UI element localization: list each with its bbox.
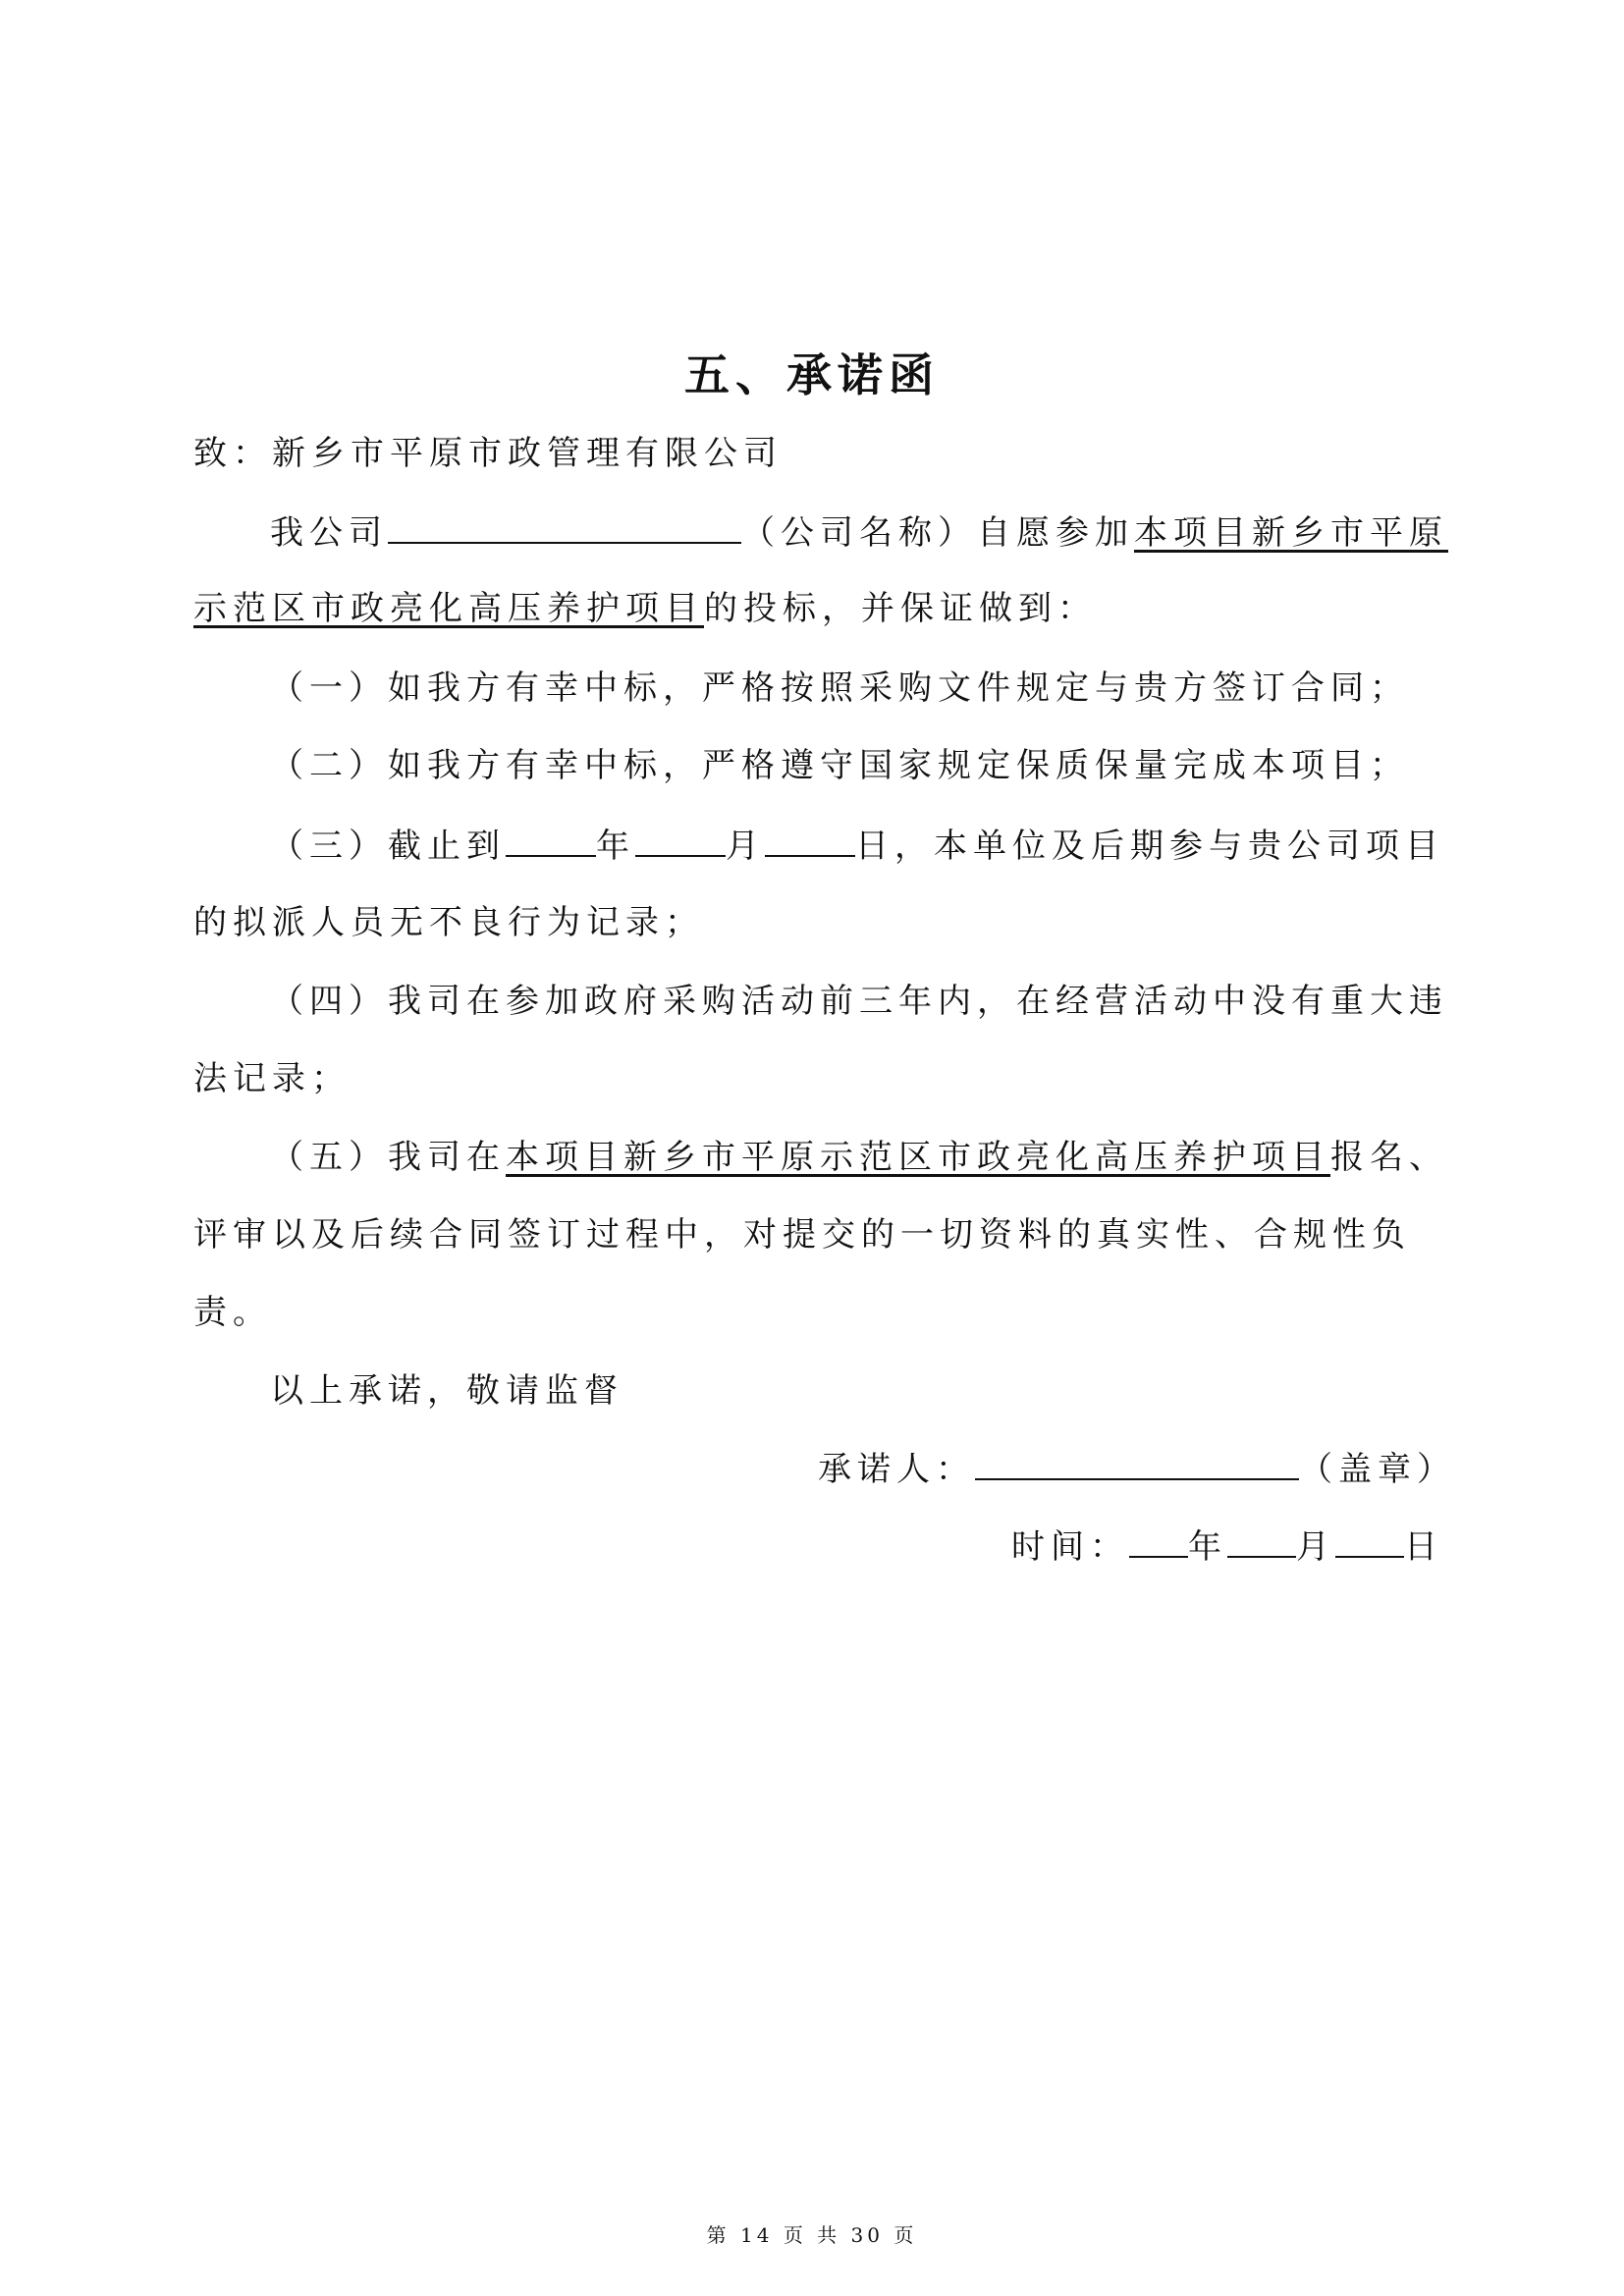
page-title: 五、承诺函 <box>684 348 940 401</box>
item-5-line-2: 评审以及后续合同签订过程中，对提交的一切资料的真实性、合规性负 <box>193 1215 1411 1255</box>
intro-prefix: 我公司 <box>270 513 388 553</box>
item-3-day-blank[interactable] <box>765 822 855 857</box>
item-5-prefix: （五）我司在 <box>270 1138 506 1177</box>
intro-line-1 <box>270 508 1448 557</box>
item-3-line-2: 的拟派人员无不良行为记录； <box>193 903 704 942</box>
item-3-month-blank[interactable] <box>635 822 726 857</box>
item-5-line-3: 责。 <box>193 1293 272 1332</box>
date-label: 时间： <box>1011 1527 1129 1567</box>
project-name-part1: 本项目新乡市平原 <box>1134 513 1448 553</box>
date-year-blank[interactable] <box>1129 1522 1188 1558</box>
item-5-line-1 <box>270 1134 1448 1181</box>
date-line <box>1011 1522 1443 1571</box>
item-3-day: 日，本单位及后期参与贵公司项目 <box>855 827 1444 866</box>
item-3-year: 年 <box>596 827 635 866</box>
item-3-prefix: （三）截止到 <box>270 827 506 866</box>
date-year: 年 <box>1188 1527 1227 1567</box>
intro-company-hint: （公司名称）自愿参加 <box>741 513 1134 553</box>
company-name-blank[interactable] <box>388 508 741 544</box>
intro-line-2 <box>193 585 1097 632</box>
intro-suffix: 的投标，并保证做到： <box>704 589 1097 628</box>
page-number: 第 14 页 共 30 页 <box>706 2223 918 2247</box>
item-3-month: 月 <box>726 827 765 866</box>
date-month-blank[interactable] <box>1227 1522 1296 1558</box>
signature-seal: （盖章） <box>1299 1450 1456 1489</box>
closing-line: 以上承诺，敬请监督 <box>270 1371 623 1411</box>
project-name-part2: 示范区市政亮化高压养护项目 <box>193 589 704 628</box>
item-1: （一）如我方有幸中标，严格按照采购文件规定与贵方签订合同； <box>270 668 1409 708</box>
date-day-blank[interactable] <box>1335 1522 1404 1558</box>
date-month: 月 <box>1296 1527 1335 1567</box>
recipient-line: 致：新乡市平原市政管理有限公司 <box>193 434 783 473</box>
signature-label: 承诺人： <box>818 1450 975 1489</box>
date-day: 日 <box>1404 1527 1443 1567</box>
signature-line <box>818 1445 1456 1493</box>
item-5-project: 本项目新乡市平原示范区市政亮化高压养护项目 <box>506 1138 1330 1177</box>
signature-blank[interactable] <box>975 1445 1299 1480</box>
item-4-line-2: 法记录； <box>193 1059 351 1098</box>
item-5-suffix: 报名、 <box>1330 1138 1448 1177</box>
item-3-line-1 <box>270 822 1444 870</box>
item-2: （二）如我方有幸中标，严格遵守国家规定保质保量完成本项目； <box>270 746 1409 785</box>
item-3-year-blank[interactable] <box>506 822 596 857</box>
item-4-line-1: （四）我司在参加政府采购活动前三年内，在经营活动中没有重大违 <box>270 982 1448 1021</box>
